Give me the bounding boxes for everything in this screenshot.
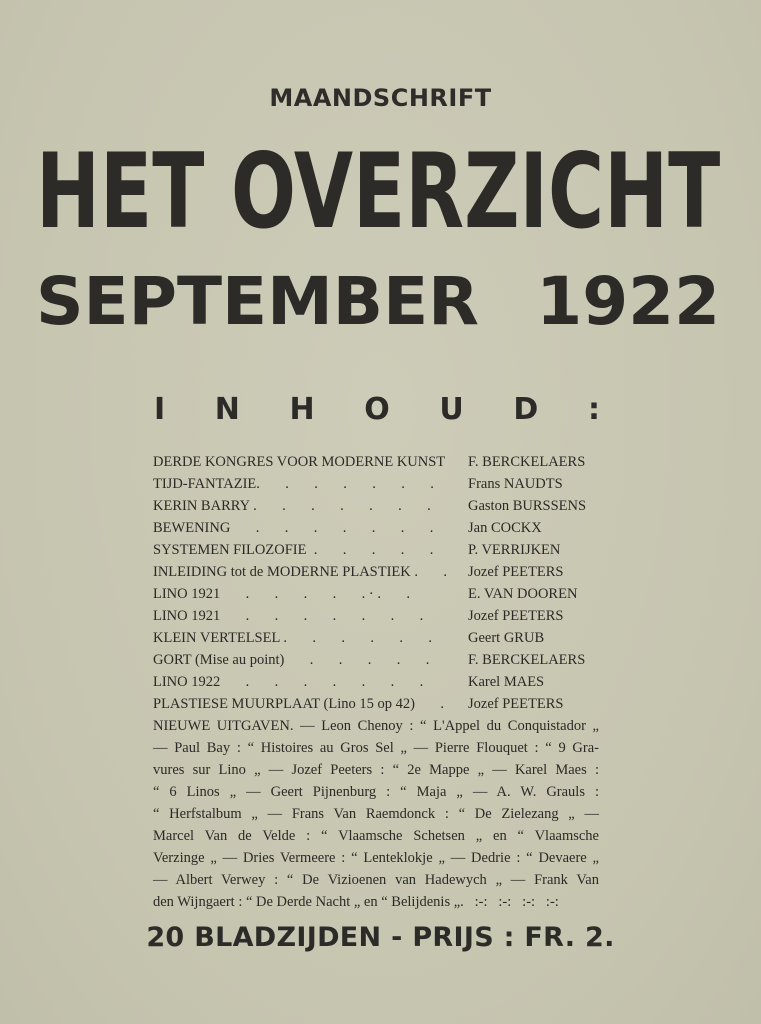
contents-entry [153,495,599,517]
entry-author: Jozef PEETERS [468,564,564,580]
entry-author: P. VERRIJKEN [468,542,561,558]
entry-author: Geert GRUB [468,630,545,646]
new-publications [153,715,599,913]
entry-title: LINO 1921 . . . . . · . . [153,586,410,602]
contents-entry [153,539,599,561]
contents-entry [153,561,599,583]
contents-heading-letter: N [214,392,240,427]
entry-author: Jan COCKX [468,520,542,536]
entry-title: BEWENING . . . . . . . [153,520,434,536]
entry-author: Gaston BURSSENS [468,498,587,514]
contents-heading-letter: H [289,392,315,427]
new-publications-line: vures sur Lino „ — Jozef Peeters : “ 2e Mappe „ — Karel Maes : [153,762,599,778]
magazine-title: HET OVERZICHT [36,130,721,252]
issue-date [36,263,720,340]
contents-entries [153,451,599,715]
table-of-contents [153,451,599,913]
entry-author: F. BERCKELAERS [468,454,586,470]
price-footer: 20 BLADZIJDEN - PRIJS : FR. 2. [146,922,615,953]
contents-heading-text [154,392,600,428]
contents-heading-letter: D [513,392,539,427]
magazine-subtitle: MAANDSCHRIFT [269,84,492,112]
entry-title: LINO 1922 . . . . . . . [153,674,424,690]
contents-entry [153,627,599,649]
contents-heading [154,392,600,428]
issue-year: 1922 [536,263,720,340]
contents-entry [153,583,599,605]
contents-heading-letter: O [364,392,390,427]
contents-heading-letter: I [154,392,166,427]
issue-month: SEPTEMBER [36,263,479,340]
contents-heading-letter: : [587,392,600,427]
entry-author: Karel MAES [468,674,545,690]
entry-title: DERDE KONGRES VOOR MODERNE KUNST [153,454,446,470]
new-publications-line: Verzinge „ — Dries Vermeere : “ Lenteklokje „ — Dedrie : “ Devaere „ [153,850,599,866]
entry-author: Frans NAUDTS [468,476,563,492]
contents-entry [153,671,599,693]
entry-title: GORT (Mise au point) . . . . . [153,652,430,668]
entry-author: Jozef PEETERS [468,696,564,712]
contents-entry [153,605,599,627]
entry-author: E. VAN DOOREN [468,586,578,602]
contents-entry [153,693,599,715]
entry-author: Jozef PEETERS [468,608,564,624]
entry-title: SYSTEMEN FILOZOFIE . . . . . [153,542,434,558]
entry-title: KERIN BARRY . . . . . . . [153,498,431,514]
new-publications-line: “ Herfstalbum „ — Frans Van Raemdonck : “ De Zielezang „ — [153,806,599,822]
new-publications-line: “ 6 Linos „ — Geert Pijnenburg : “ Maja „ — A. W. Grauls : [153,784,599,800]
entry-title: TIJD-FANTAZIE. . . . . . . [153,476,434,492]
new-publications-line: NIEUWE UITGAVEN. — Leon Chenoy : “ L'Appel du Conquistador „ [153,718,599,734]
entry-author: F. BERCKELAERS [468,652,586,668]
contents-heading-letter: U [439,392,464,427]
contents-entry [153,451,599,473]
entry-title: KLEIN VERTELSEL . . . . . . [153,630,433,646]
contents-entry [153,473,599,495]
contents-entry [153,517,599,539]
new-publications-line: den Wijngaert : “ De Derde Nacht „ en “ Belijdenis „. :-: :-: :-: :-: [153,894,559,910]
entry-title: LINO 1921 . . . . . . . [153,608,424,624]
new-publications-line: Marcel Van de Velde : “ Vlaamsche Schetsen „ en “ Vlaamsche [153,828,599,844]
new-publications-line: — Albert Verwey : “ De Vizioenen van Hadewych „ — Frank Van [153,872,599,888]
entry-title: INLEIDING tot de MODERNE PLASTIEK . . [153,564,447,580]
contents-entry [153,649,599,671]
new-publications-line: — Paul Bay : “ Histoires au Gros Sel „ — Pierre Flouquet : “ 9 Gra- [153,740,599,756]
entry-title: PLASTIESE MUURPLAAT (Lino 15 op 42) . [153,696,444,712]
